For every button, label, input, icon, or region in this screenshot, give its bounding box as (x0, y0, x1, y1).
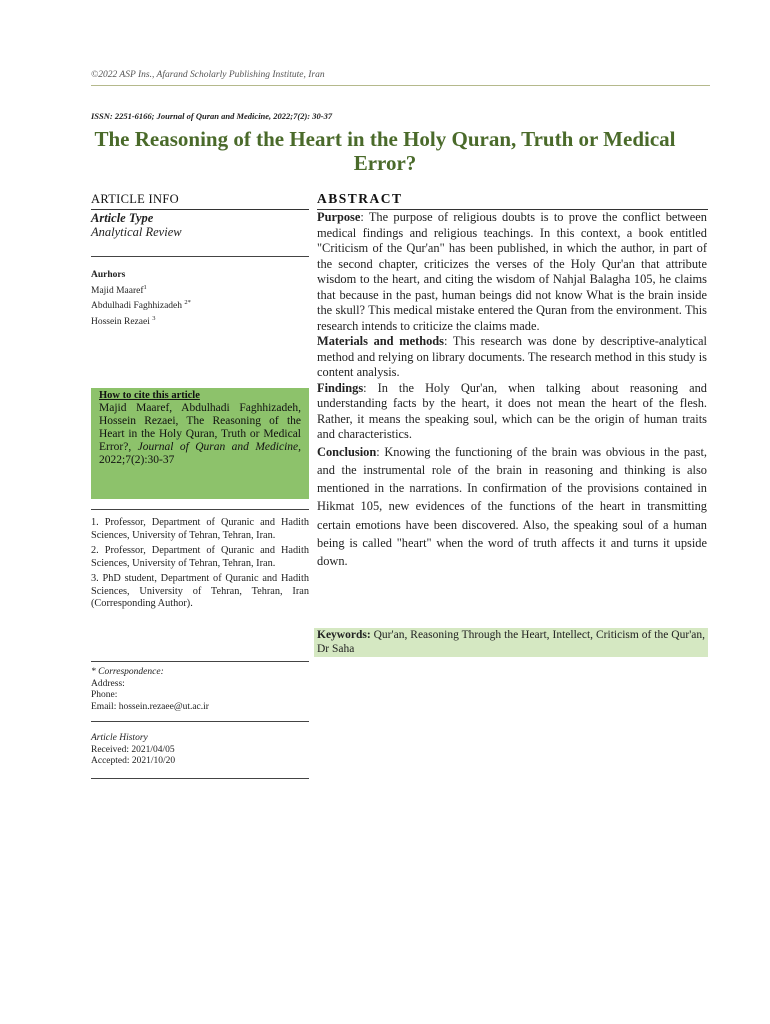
abstract-methods: Materials and methods: This research was done by descriptive-analytical method and relying on library documents. The research method in this study is content analysis. (317, 334, 707, 379)
affiliations-block (91, 517, 309, 611)
article-title (91, 127, 679, 175)
citation-box (91, 388, 309, 499)
abstract-heading: ABSTRACT (317, 191, 403, 206)
history-label: Article History (91, 733, 148, 743)
author-1: Majid Maaref$^1$ (91, 283, 147, 296)
divider (91, 661, 309, 662)
history-accepted: Accepted: 2021/10/20 (91, 756, 176, 766)
correspondence-phone: Phone: (91, 690, 118, 700)
affiliation-3: 3. PhD student, Department of Quranic and Hadith Sciences, University of Tehran, Tehran, Iran (Corresponding Author). (91, 573, 309, 609)
divider (91, 256, 309, 257)
history-received: Received: 2021/04/05 (91, 744, 175, 755)
correspondence-email: Email: hossein.rezaee@ut.ac.ir (91, 701, 209, 712)
article-type-label: Article Type (91, 211, 154, 225)
citation-journal: Journal of Quran and Medicine, (137, 441, 301, 453)
author-3: Hossein Rezaei $^3$ (91, 314, 156, 327)
abstract-conclusion: Conclusion: Knowing the functioning of the brain was obvious in the past, and the instrumental role of the brain in reasoning and thinking is also mentioned in the narrations. In confirmation of the provisions contained in Hikmat 105, new evidences of the functions of the heart in transmitting certain emotions have been discovered. Also, the speaking soul of a human being is called "heart" when the word of truth affects it and turns it upside down. (317, 444, 707, 569)
header-divider (91, 85, 710, 86)
divider (91, 721, 309, 722)
keywords-text: Qur'an, Reasoning Through the Heart, Intellect, Criticism of the Qur'an, Dr Saha (317, 629, 705, 655)
abstract-findings: Findings: In the Holy Qur'an, when talking about reasoning and understanding facts by the heart, it does not mean the heart of the flesh. Rather, it means the speaking soul, which can be the origin of human traits and characteristics. (317, 380, 707, 441)
issn-line: ISSN: 2251-6166; Journal of Quran and Medicine, 2022;7(2): 30-37 (91, 111, 333, 121)
abstract-body (317, 210, 707, 571)
title-line-2: Error? (353, 151, 417, 175)
correspondence-label: * Correspondence: (91, 667, 164, 677)
article-info-heading: ARTICLE INFO (91, 192, 179, 206)
keywords-label: Keywords: (317, 629, 371, 641)
authors-label: Aurhors (91, 270, 126, 280)
affiliation-1: 1. Professor, Department of Quranic and Hadith Sciences, University of Tehran, Tehran, Iran. (91, 517, 309, 541)
title-line-1: The Reasoning of the Heart in the Holy Quran, Truth or Medical (94, 127, 676, 151)
divider (91, 509, 309, 510)
authors-block (91, 270, 309, 328)
keywords-box (314, 628, 708, 657)
article-type-value: Analytical Review (91, 225, 182, 239)
citation-ref: 2022;7(2):30-37 (99, 454, 175, 466)
divider (91, 778, 309, 779)
author-2: Abdulhadi Faghhizadeh $^{2*}$ (91, 299, 191, 312)
citation-heading: How to cite this article (99, 390, 200, 401)
citation-text: Majid Maaref, Abdulhadi Faghhizadeh, Hossein Rezaei, The Reasoning of the Heart in the Holy Quran, Truth or Medical Error?, (99, 402, 301, 453)
affiliation-2: 2. Professor, Department of Quranic and Hadith Sciences, University of Tehran, Tehran, Iran. (91, 545, 309, 569)
article-history-block (91, 733, 309, 768)
correspondence-block (91, 667, 309, 713)
article-info-rule (91, 209, 309, 210)
article-type-block (91, 211, 309, 239)
abstract-purpose: Purpose: The purpose of religious doubts is to prove the conflict between medical findings and religious teachings. In this context, a book entitled "Criticism of the Qur'an" has been published, in which the author, in part of the second chapter, criticizes the verses of the Holy Qur'an that attribute wisdom to the heart, and citing the wisdom of Nahjal Balagha 105, he claims that because in the past, human beings did not know What is the brain inside the skull? This medical mistake entered the Quran from the environment. This research intends to criticize the claims made. (317, 210, 707, 333)
correspondence-address: Address: (91, 678, 125, 689)
copyright-line: ©2022 ASP Ins., Afarand Scholarly Publishing Institute, Iran (91, 70, 325, 80)
